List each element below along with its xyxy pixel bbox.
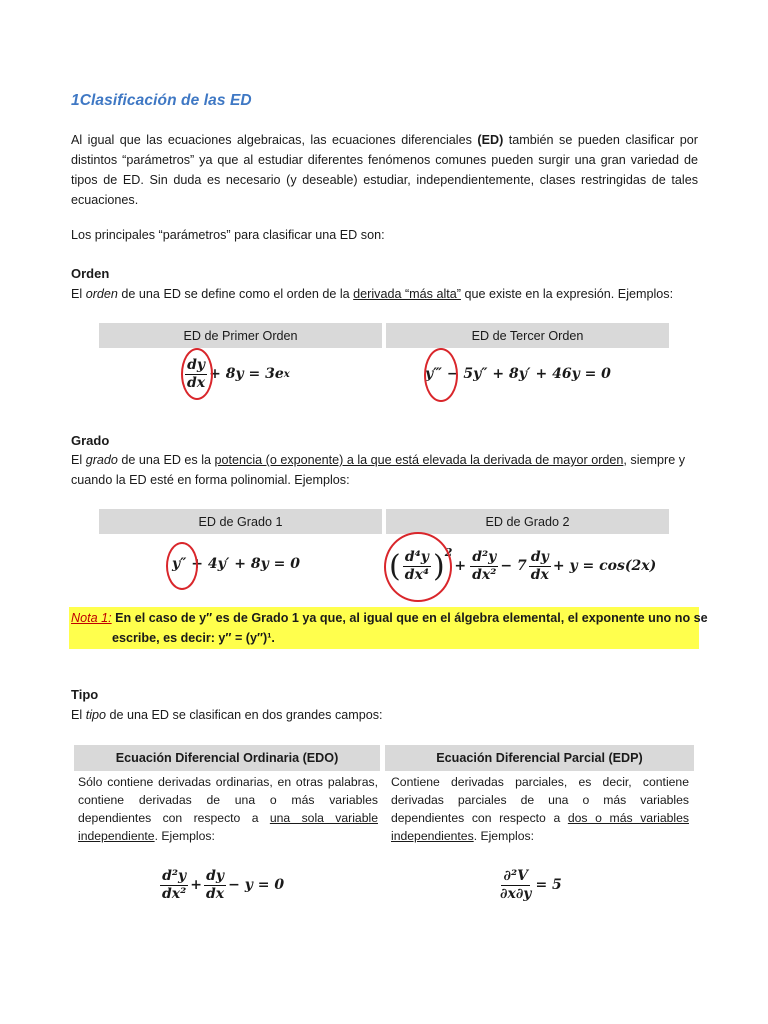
orden-col1-header: ED de Primer Orden: [99, 323, 382, 348]
grado-eq2-frac2-den: dx²: [472, 566, 497, 583]
edo-frac2: [204, 869, 226, 901]
note-label: Nota 1:: [71, 611, 112, 625]
orden-def-a: El: [71, 287, 86, 301]
grado-def-c: de una ED es la: [117, 453, 215, 467]
grado-col2-header: ED de Grado 2: [386, 509, 669, 534]
orden-def-c: de una ED se define como el orden de la: [117, 287, 354, 301]
note-line1-text: En el caso de y″ es de Grado 1 ya que, al igual que en el álgebra elemental, el exponente uno no se: [111, 611, 708, 625]
edp-text-c: . Ejemplos:: [473, 829, 534, 843]
orden-definition: [71, 287, 673, 301]
edp-equation: [496, 862, 562, 908]
orden-eq1-circle: [181, 348, 213, 400]
grado-eq2-frac2-num: d²y: [472, 548, 497, 565]
edo-rest: − y = 0: [228, 877, 285, 893]
grado-def-a: El: [71, 453, 86, 467]
edo-description: [78, 773, 378, 845]
grado-eq2-minus: − 7: [500, 558, 527, 574]
grado-eq2-rparen: ): [433, 548, 445, 584]
edo-text-underline: una sola variable independiente: [78, 811, 378, 843]
edo-text-c: . Ejemplos:: [154, 829, 215, 843]
tipo-def-a: El: [71, 708, 86, 722]
grado-eq2-frac3-den: dx: [530, 566, 549, 583]
edo-header: Ecuación Diferencial Ordinaria (EDO): [74, 745, 380, 771]
edp-frac: [498, 869, 533, 901]
edp-header: Ecuación Diferencial Parcial (EDP): [385, 745, 694, 771]
orden-eq1-rest: + 8y = 3e: [209, 366, 284, 382]
orden-eq1-exp: x: [283, 368, 290, 380]
note-line2: escribe, es decir: y″ = (y″)¹.: [112, 631, 275, 645]
grado-def-e: , siempre y: [623, 453, 686, 467]
orden-def-term: orden: [85, 287, 118, 301]
grado-eq2-lparen: (: [389, 548, 401, 584]
edp-frac-den: ∂x∂y: [500, 885, 532, 902]
orden-heading: Orden: [71, 266, 110, 281]
tipo-def-term: tipo: [85, 708, 107, 722]
edo-frac1-den: dx²: [162, 885, 187, 902]
edo-plus: +: [190, 877, 203, 893]
intro-paragraph: [71, 130, 698, 210]
orden-eq1-den: dx: [187, 374, 206, 391]
edo-frac2-den: dx: [206, 885, 225, 902]
edo-frac1-num: d²y: [162, 867, 187, 884]
grado-eq1: y″ + 4y′ + 8y = 0: [172, 556, 301, 572]
grado-eq2-power: 2: [444, 545, 453, 559]
note-line1: [71, 611, 708, 625]
grado-eq2-frac2: [470, 550, 498, 582]
grado-definition-2: cuando la ED esté en forma polinomial. Ejemplos:: [71, 473, 350, 487]
orden-eq1-num: dy: [187, 356, 206, 373]
tipo-heading: Tipo: [71, 687, 99, 702]
orden-eq2: y‴ − 5y″ + 8y′ + 46y = 0: [425, 366, 611, 382]
grado-eq2-frac1-num: d⁴y: [404, 548, 429, 565]
grado-heading: Grado: [71, 433, 110, 448]
grado-eq2-frac3: [529, 550, 551, 582]
orden-def-e: que existe en la expresión. Ejemplos:: [460, 287, 674, 301]
edp-rest: = 5: [535, 877, 562, 893]
edo-frac1: [160, 869, 188, 901]
grado-eq2-frac3-num: dy: [530, 548, 549, 565]
orden-eq2-circle: [424, 348, 458, 402]
edp-description: [391, 773, 689, 845]
tipo-definition: [71, 708, 383, 722]
grado-eq2-plus: +: [454, 558, 467, 574]
edo-frac2-num: dy: [206, 867, 225, 884]
grado-def-term: grado: [85, 453, 118, 467]
edp-frac-num: ∂²V: [503, 867, 528, 884]
intro-text-ed: (ED): [477, 133, 504, 147]
grado-eq2-circle: [384, 532, 452, 602]
edp-text-a: Contiene derivadas parciales, es decir, contiene derivadas parciales de una o más variables dependientes con respecto a: [391, 775, 689, 825]
grado-eq1-circle: [166, 542, 198, 590]
grado-def-underline: potencia (o exponente) a la que está elevada la derivada de mayor orden: [214, 453, 624, 467]
edo-text-a: Sólo contiene derivadas ordinarias, en otras palabras, contiene derivadas de una o más variables dependientes con respecto a: [78, 775, 378, 825]
intro-parameters-line: Los principales “parámetros” para clasificar una ED son:: [71, 228, 385, 242]
section-title: 1Clasificación de las ED: [71, 92, 252, 109]
orden-def-underline: derivada “más alta”: [353, 287, 461, 301]
edo-equation: [158, 862, 284, 908]
tipo-def-c: de una ED se clasifican en dos grandes campos:: [106, 708, 383, 722]
intro-text-c: también se pueden clasificar por distintos “parámetros” ya que al estudiar diferentes fenómenos comunes pueden surgir una gran variedad de tipos de ED. Sin duda es necesario (y deseable) estudiar, independientemente, clases restringidas de tales ecuaciones.: [71, 133, 699, 207]
note-highlight: [69, 607, 708, 649]
grado-eq2-frac1-den: dx⁴: [404, 566, 429, 583]
edp-text-underline: dos o más variables independientes: [391, 811, 689, 843]
intro-text-a: Al igual que las ecuaciones algebraicas, las ecuaciones diferenciales: [71, 133, 478, 147]
grado-col1-header: ED de Grado 1: [99, 509, 382, 534]
orden-col2-header: ED de Tercer Orden: [386, 323, 669, 348]
grado-definition-1: [71, 453, 685, 467]
grado-eq2-rest: + y = cos(2x): [552, 558, 657, 574]
